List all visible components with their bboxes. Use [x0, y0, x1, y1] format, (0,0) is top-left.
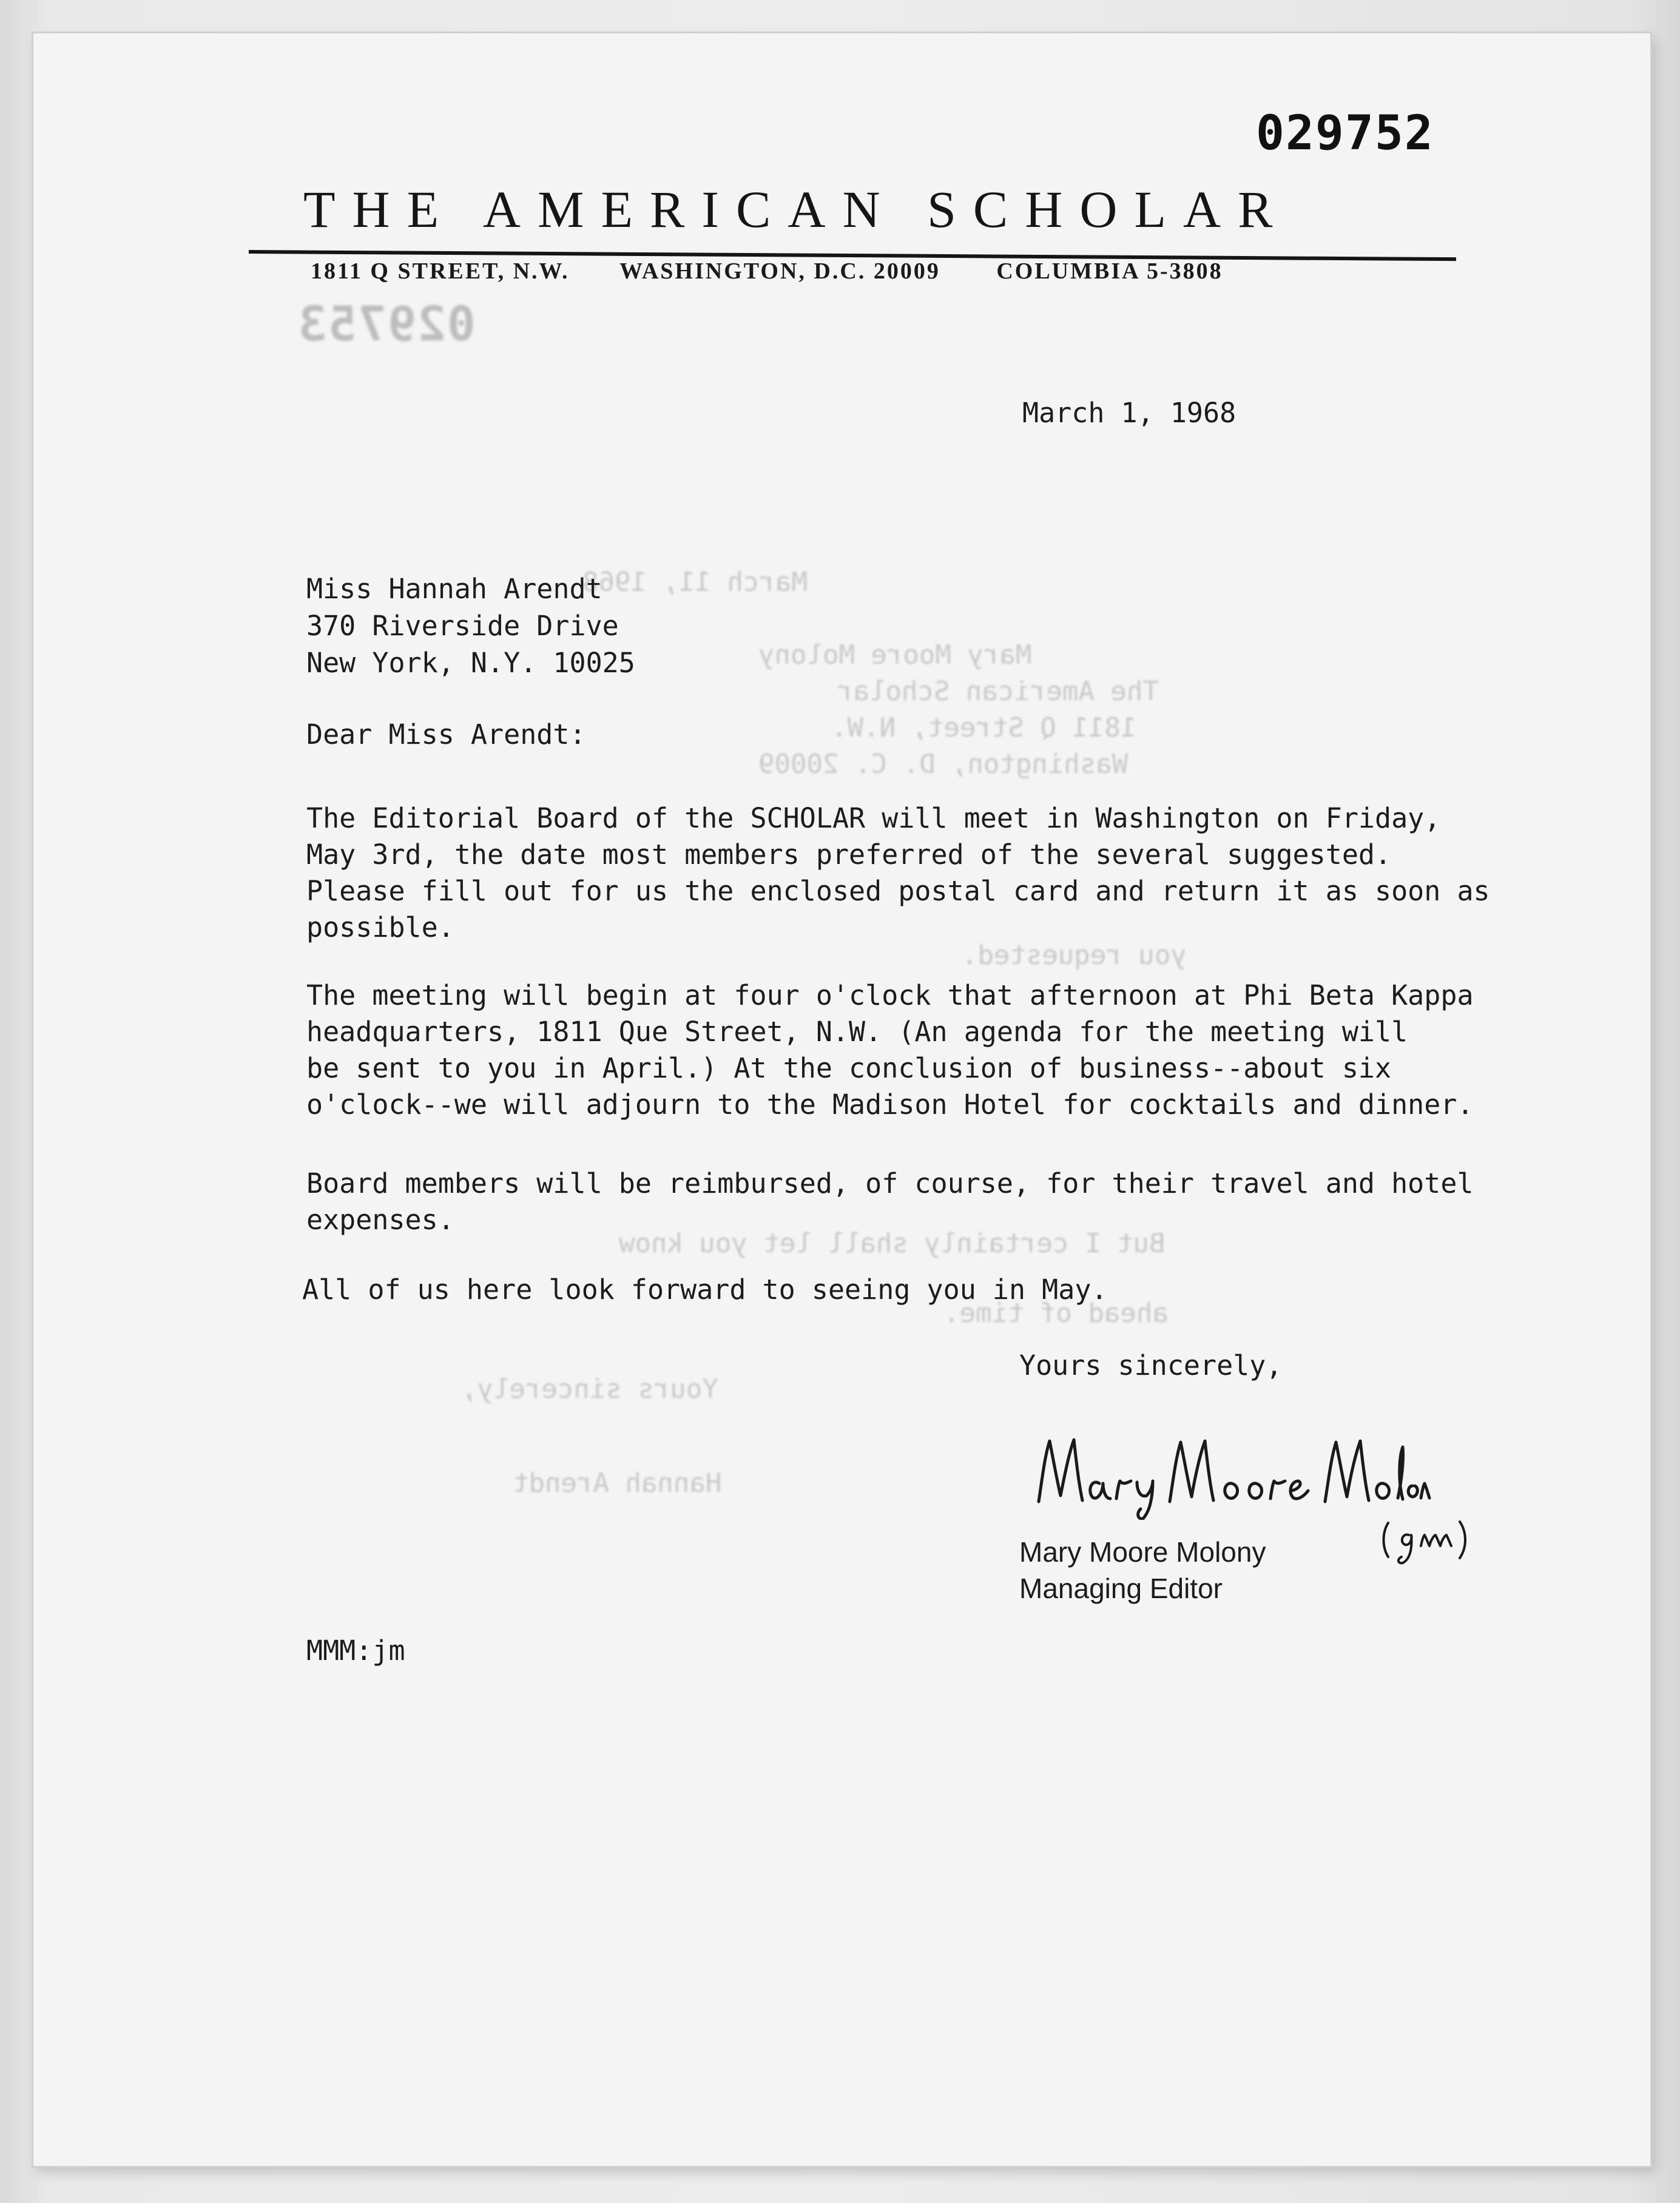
salutation: Dear Miss Arendt:	[306, 718, 586, 751]
letterhead-city: WASHINGTON, D.C. 20009	[619, 258, 940, 284]
paragraph-2-line-2: headquarters, 1811 Que Street, N.W. (An agenda for the meeting will	[306, 1016, 1408, 1048]
paragraph-3-line-2: expenses.	[306, 1204, 454, 1236]
signer-name: Mary Moore Molony	[1019, 1536, 1266, 1568]
closing: Yours sincerely,	[1019, 1349, 1283, 1382]
paragraph-2-line-3: be sent to you in April.) At the conclusion of business--about six	[306, 1052, 1392, 1084]
paragraph-1-line-4: possible.	[306, 911, 454, 943]
paragraph-1-line-2: May 3rd, the date most members preferred of the several suggested.	[306, 838, 1392, 871]
paragraph-4: All of us here look forward to seeing you in May.	[302, 1274, 1108, 1306]
bleed-through-address-1: Mary Moore Molony	[758, 639, 1032, 670]
reference-initials: MMM:jm	[306, 1635, 405, 1667]
bleed-through-address-2: The American Scholar	[837, 676, 1159, 707]
bleed-through-name: Hannah Arendt	[513, 1468, 722, 1499]
handwritten-signature	[1031, 1423, 1432, 1520]
letterhead-street: 1811 Q STREET, N.W.	[311, 258, 570, 284]
recipient-street: 370 Riverside Drive	[306, 610, 619, 642]
signer-title: Managing Editor	[1019, 1573, 1223, 1604]
recipient-name: Miss Hannah Arendt	[306, 573, 602, 605]
document-number: 029752	[1256, 106, 1434, 161]
bleed-through-line-3: ahead of time.	[943, 1298, 1169, 1329]
paragraph-2-line-1: The meeting will begin at four o'clock that afternoon at Phi Beta Kappa	[306, 979, 1474, 1011]
bleed-through-number: 029753	[297, 297, 476, 352]
letterhead-address	[311, 258, 1223, 285]
paragraph-1-line-3: Please fill out for us the enclosed postal card and return it as soon as	[306, 875, 1490, 907]
paragraph-3-line-1: Board members will be reimbursed, of course, for their travel and hotel	[306, 1167, 1474, 1199]
recipient-city: New York, N.Y. 10025	[306, 647, 635, 679]
bleed-through-date: March 11, 1968	[582, 567, 808, 598]
letterhead-phone: COLUMBIA 5-3808	[996, 258, 1223, 284]
bleed-through-address-4: Washington, D. C. 20009	[758, 749, 1128, 780]
letterhead-title: THE AMERICAN SCHOLAR	[303, 180, 1290, 238]
bleed-through-address-3: 1811 Q Street, N.W.	[831, 712, 1137, 743]
bleed-through-closing: Yours sincerely,	[461, 1374, 718, 1405]
paragraph-1-line-1: The Editorial Board of the SCHOLAR will meet in Washington on Friday,	[306, 802, 1441, 834]
paragraph-2-line-4: o'clock--we will adjourn to the Madison Hotel for cocktails and dinner.	[306, 1088, 1474, 1121]
bleed-through-line-2: But I certainly shall let you know	[619, 1228, 1166, 1259]
bleed-through-line-1: you requested.	[962, 940, 1187, 971]
letter-date: March 1, 1968	[1022, 397, 1236, 429]
handwritten-initials	[1377, 1511, 1474, 1565]
